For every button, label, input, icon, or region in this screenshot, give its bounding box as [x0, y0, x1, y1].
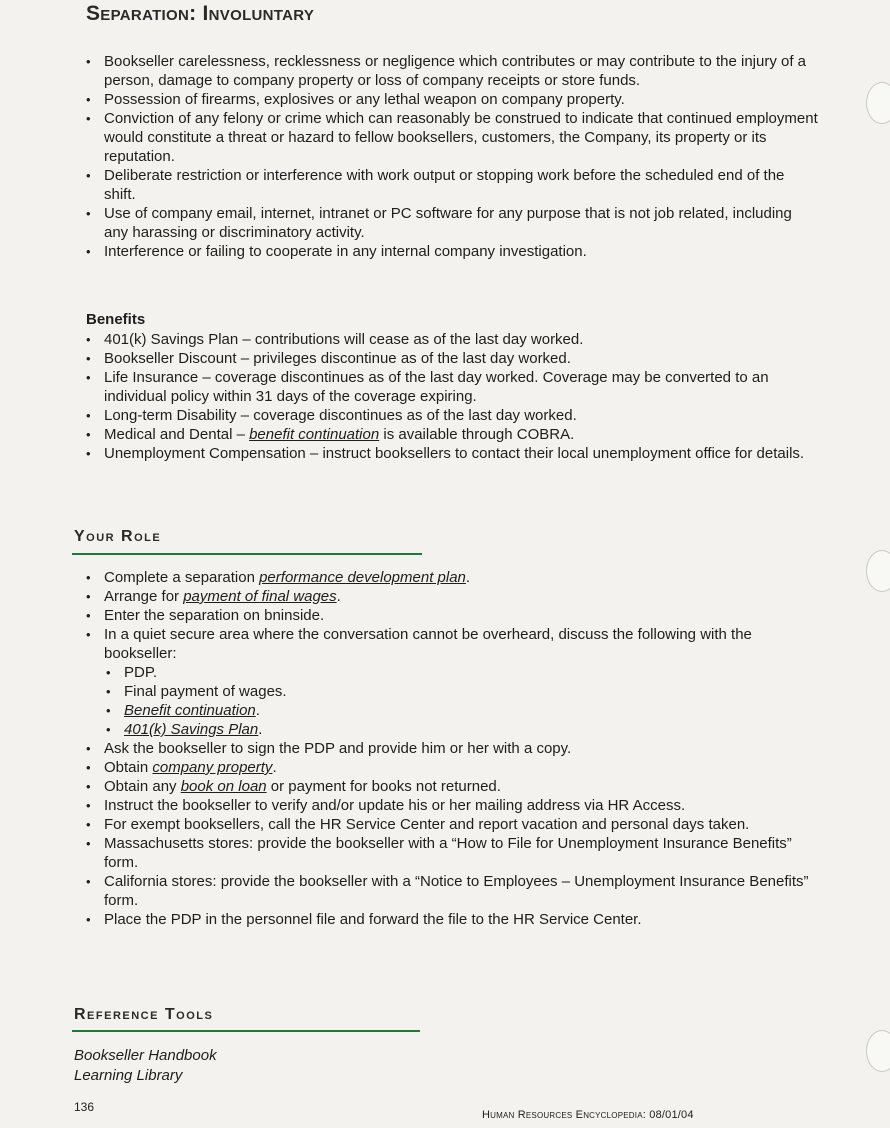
role-text: . [272, 759, 277, 776]
list-item: • Bookseller Discount – privileges discontinue as of the last day worked. [80, 349, 820, 368]
reference-tools-heading: Reference Tools [74, 1006, 214, 1023]
role-text: . [255, 702, 260, 719]
401k-savings-plan-link[interactable]: 401(k) Savings Plan [124, 721, 259, 738]
list-item: • Deliberate restriction or interference with work output or stopping work before the scheduled end of the shift. [80, 166, 820, 204]
list-item [80, 425, 820, 444]
binder-hole [866, 1030, 890, 1072]
role-text: . [465, 569, 471, 586]
role-text: Obtain any [104, 778, 181, 795]
section-divider [72, 553, 422, 555]
performance-development-plan-link[interactable]: performance development plan [259, 569, 466, 586]
reference-item: Bookseller Handbook [74, 1047, 217, 1064]
benefit-continuation-link[interactable]: benefit continuation [249, 426, 380, 443]
list-item [80, 777, 820, 796]
sub-list-item: • Final payment of wages. [104, 682, 820, 701]
list-item [80, 758, 820, 777]
list-item: • Bookseller carelessness, recklessness or negligence which contributes or may contribute to the injury of a person, damage to company property or loss of company receipts or store funds. [80, 52, 820, 90]
sub-list-item: • PDP. [104, 663, 820, 682]
list-item: • Life Insurance – coverage discontinues as of the last day worked. Coverage may be converted to an individual policy within 31 days of the coverage expiring. [80, 368, 820, 406]
sub-list-item [104, 701, 820, 720]
list-item: • Enter the separation on bninside. [80, 606, 820, 625]
company-property-link[interactable]: company property [152, 759, 273, 776]
binder-hole [866, 82, 890, 124]
benefits-section [80, 310, 820, 463]
role-text: Complete a separation [104, 569, 260, 586]
payment-of-final-wages-link[interactable]: payment of final wages [183, 588, 337, 605]
role-text: . [258, 721, 263, 738]
list-item: • Ask the bookseller to sign the PDP and provide him or her with a copy. [80, 739, 820, 758]
discussion-sublist [104, 663, 820, 739]
list-item: • California stores: provide the bookseller with a “Notice to Employees – Unemployment Insurance Benefits” form. [80, 872, 820, 910]
reasons-list [80, 52, 820, 261]
list-item: • Instruct the bookseller to verify and/or update his or her mailing address via HR Access. [80, 796, 820, 815]
reference-tools-list [74, 1046, 217, 1086]
list-item: • Massachusetts stores: provide the bookseller with a “How to File for Unemployment Insurance Benefits” form. [80, 834, 820, 872]
list-item: • Interference or failing to cooperate in any internal company investigation. [80, 242, 820, 261]
your-role-section [80, 568, 820, 929]
list-item [80, 625, 820, 739]
list-item: • Conviction of any felony or crime which can reasonably be construed to indicate that continued employment would constitute a threat or hazard to fellow booksellers, customers, the Company, its property or its reputation. [80, 109, 820, 166]
your-role-heading: Your Role [74, 528, 162, 545]
list-item: • Place the PDP in the personnel file and forward the file to the HR Service Center. [80, 910, 820, 929]
medical-text-end: is available through COBRA. [379, 426, 575, 443]
list-item: • Long-term Disability – coverage discontinues as of the last day worked. [80, 406, 820, 425]
benefits-list [80, 330, 820, 463]
section-divider [72, 1030, 420, 1032]
list-item: • Use of company email, internet, intranet or PC software for any purpose that is not job related, including any harassing or discriminatory activity. [80, 204, 820, 242]
medical-text: Medical and Dental – [104, 426, 250, 443]
footer-document-title: Human Resources Encyclopedia: 08/01/04 [482, 1109, 694, 1121]
role-text: In a quiet secure area where the conversation cannot be overheard, discuss the following with the bookseller: [104, 626, 752, 662]
page-number: 136 [74, 1100, 95, 1114]
list-item: • 401(k) Savings Plan – contributions will cease as of the last day worked. [80, 330, 820, 349]
role-text: Obtain [104, 759, 153, 776]
sub-list-item [104, 720, 820, 739]
benefits-heading: Benefits [86, 311, 146, 328]
book-on-loan-link[interactable]: book on loan [180, 778, 267, 795]
role-text: . [336, 588, 341, 605]
role-text: Arrange for [104, 588, 184, 605]
role-text: or payment for books not returned. [266, 778, 501, 795]
list-item: • For exempt booksellers, call the HR Service Center and report vacation and personal days taken. [80, 815, 820, 834]
reference-item: Learning Library [74, 1067, 183, 1084]
benefit-continuation-link[interactable]: Benefit continuation [124, 702, 256, 719]
list-item: • Possession of firearms, explosives or any lethal weapon on company property. [80, 90, 820, 109]
list-item: • Unemployment Compensation – instruct booksellers to contact their local unemployment office for details. [80, 444, 820, 463]
list-item [80, 568, 820, 587]
binder-hole [866, 550, 890, 592]
list-item [80, 587, 820, 606]
page-title: Separation: Involuntary [86, 2, 315, 25]
role-list [80, 568, 820, 929]
involuntary-reasons [80, 52, 820, 261]
